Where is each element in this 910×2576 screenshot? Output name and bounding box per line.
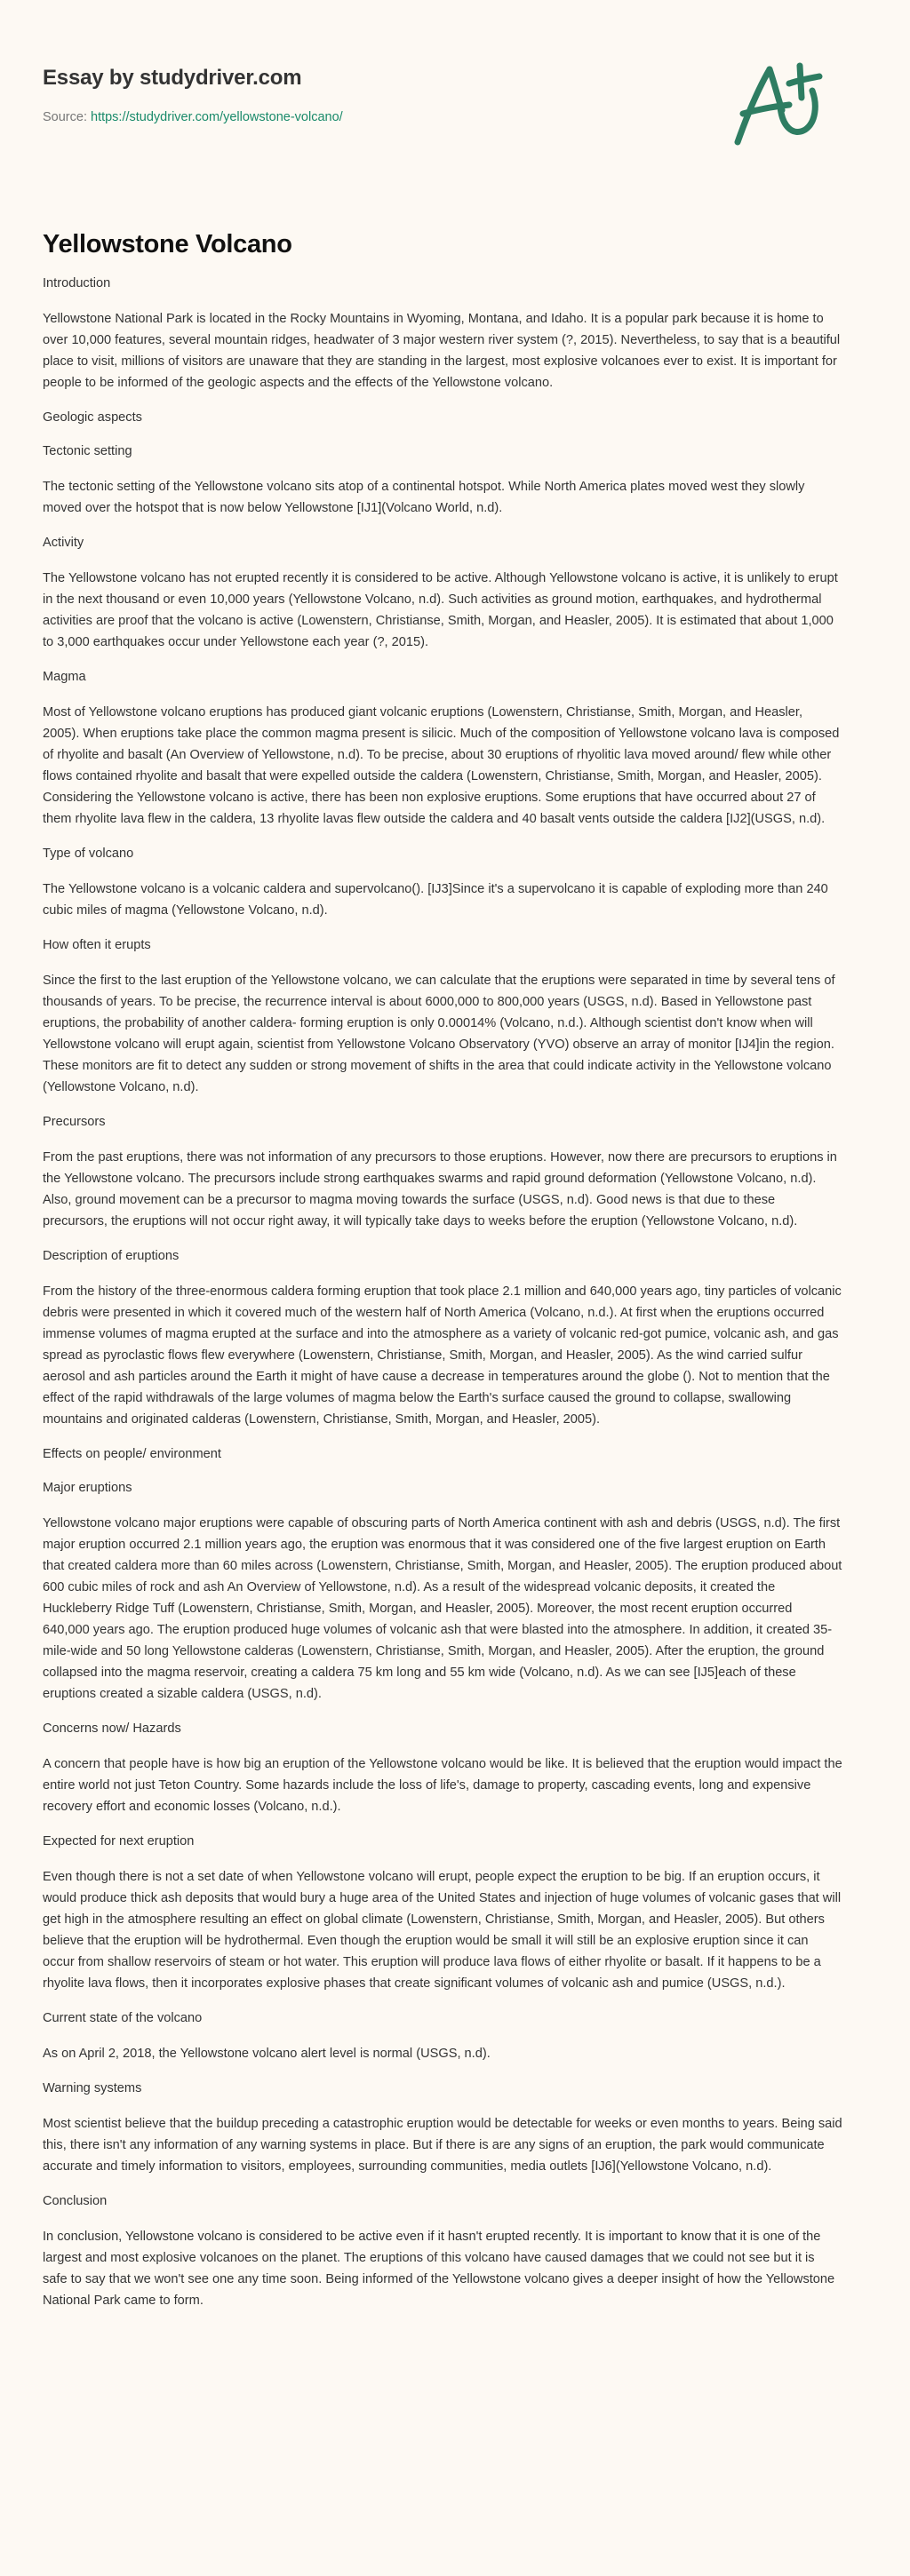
section-heading: Current state of the volcano: [43, 2011, 203, 2025]
section-heading: Effects on people/ environment: [43, 1447, 221, 1461]
section-how-often-it-erupts: [43, 935, 867, 1098]
section-heading: Warning systems: [43, 2081, 142, 2095]
section-heading: How often it erupts: [43, 938, 151, 952]
section-heading: Major eruptions: [43, 1481, 132, 1495]
section-heading: Description of eruptions: [43, 1249, 180, 1263]
section-magma: [43, 667, 867, 830]
paragraph: Yellowstone National Park is located in the Rocky Mountains in Wyoming, Montana, and Idaho. It is a popular park because it is home to over 10,000 features, several mountain ridges, headwater of 3 major western river system (?, 2015). Nevertheless, to say that is a beautiful place to visit, millions of visitors are unaware that they are standing in the largest, most explosive volcanoes ever to exist. It is important for people to be informed of the geologic aspects and the effects of the Yellowstone volcano.: [43, 312, 841, 390]
source-line: [43, 110, 343, 124]
section-heading: Magma: [43, 670, 86, 684]
section-heading: Concerns now/ Hazards: [43, 1721, 181, 1736]
page-header: [0, 0, 910, 204]
section-tectonic-setting: [43, 441, 867, 519]
paragraph: Most of Yellowstone volcano eruptions has produced giant volcanic eruptions (Lowenstern, Christianse, Smith, Morgan, and Heasler, 2005). When eruptions take place the common magma present is silicic. Much of the composition of Yellowstone volcano lava is composed of rhyolite and basalt (An Overview of Yellowstone, n.d). To be precise, about 30 eruptions of rhyolitic lava moved around/ flew while other flows contained rhyolite and basalt that were expelled outside the caldera (Lowenstern, Christianse, Smith, Morgan, and Heasler, 2005). Considering the Yellowstone volcano is active, there has been non explosive eruptions. Some eruptions that have occurred about 27 of them rhyolite lava flew in the caldera, 13 rhyolite lavas flew outside the caldera and 40 basalt vents outside the caldera [IJ2](USGS, n.d).: [43, 705, 840, 826]
section-introduction: [43, 274, 867, 394]
paragraph: The Yellowstone volcano has not erupted recently it is considered to be active. Although Yellowstone volcano is active, it is unlikely to erupt in the next thousand or even 10,000 years (Yellowstone Volcano, n.d). Such activities as ground motion, earthquakes, and hydrothermal activities are proof that the volcano is active (Lowenstern, Christianse, Smith, Morgan, and Heasler, 2005). It is estimated that about 1,000 to 3,000 earthquakes occur under Yellowstone each year (?, 2015).: [43, 571, 838, 649]
paragraph: From the history of the three-enormous caldera forming eruption that took place 2.1 million and 640,000 years ago, tiny particles of volcanic debris were presented in which it covered much of the western half of North America (Volcano, n.d.). At first when the eruptions occurred immense volumes of magma erupted at the surface and into the atmosphere as a variety of volcanic red-got pumice, volcanic ash, and gas spread as pyroclastic flows flew everywhere (Lowenstern, Christianse, Smith, Morgan, and Heasler, 2005). As the wind carried sulfur aerosol and ash particles around the Earth it might of have cause a decrease in temperatures around the globe (). Not to mention that the effect of the rapid withdrawals of the large volumes of magma below the Earth's surface caused the ground to collapse, swallowing mountains and originated calderas (Lowenstern, Christianse, Smith, Morgan, and Heasler, 2005).: [43, 1284, 842, 1427]
section-precursors: [43, 1112, 867, 1232]
essay-document: [0, 204, 910, 2311]
source-link[interactable]: https://studydriver.com/yellowstone-volcano/: [91, 110, 343, 124]
paragraph: The Yellowstone volcano is a volcanic caldera and supervolcano(). [IJ3]Since it's a supervolcano it is capable of exploding more than 240 cubic miles of magma (Yellowstone Volcano, n.d).: [43, 882, 828, 918]
section-heading: Precursors: [43, 1115, 106, 1129]
section-heading: Expected for next eruption: [43, 1834, 195, 1849]
section-effects-on-people: [43, 1444, 867, 1464]
section-description-of-eruptions: [43, 1246, 867, 1430]
paragraph: The tectonic setting of the Yellowstone volcano sits atop of a continental hotspot. While North America plates moved west they slowly moved over the hotspot that is now below Yellowstone [IJ1](Volcano World, n.d).: [43, 480, 805, 515]
paragraph: Even though there is not a set date of when Yellowstone volcano will erupt, people expect the eruption to be big. If an eruption occurs, it would produce thick ash deposits that would bury a huge area of the United States and injection of huge volumes of volcanic gases that will get high in the atmosphere resulting an effect on global climate (Lowenstern, Christianse, Smith, Morgan, and Heasler, 2005). But others believe that the eruption will be hydrothermal. Even though the eruption would be small it will still be an explosive eruption since it can occur from shallow reservoirs of steam or hot water. This eruption will produce lava flows of either rhyolite or basalt. If it happens to be a rhyolite lava flows, then it incorporates explosive phases that create significant volumes of volcanic ash and pumice (USGS, n.d.).: [43, 1870, 842, 1991]
paragraph: As on April 2, 2018, the Yellowstone volcano alert level is normal (USGS, n.d).: [43, 2047, 491, 2061]
paragraph: A concern that people have is how big an eruption of the Yellowstone volcano would be like. It is believed that the eruption would impact the entire world not just Teton Country. Some hazards include the loss of life's, damage to property, cascading events, long and expensive recovery effort and economic losses (Volcano, n.d.).: [43, 1757, 842, 1814]
section-heading: Introduction: [43, 276, 111, 290]
section-major-eruptions: [43, 1478, 867, 1705]
section-current-state: [43, 2008, 867, 2064]
document-title: Yellowstone Volcano: [43, 230, 292, 258]
paragraph: From the past eruptions, there was not information of any precursors to those eruptions. However, now there are precursors to eruptions in the Yellowstone volcano. The precursors include strong earthquakes swarms and rapid ground deformation (Yellowstone Volcano, n.d). Also, ground movement can be a precursor to magma moving towards the surface (USGS, n.d). Good news is that due to these precursors, the eruptions will not occur right away, it will typically take days to weeks before the eruption (Yellowstone Volcano, n.d).: [43, 1150, 837, 1228]
brand-title: Essay by studydriver.com: [43, 66, 302, 90]
section-heading: Activity: [43, 536, 84, 550]
section-heading: Conclusion: [43, 2194, 108, 2208]
paragraph: In conclusion, Yellowstone volcano is considered to be active even if it hasn't erupted recently. It is important to know that it is one of the largest and most explosive volcanoes on the planet. The eruptions of this volcano have caused damages that we could not see but it is safe to say that we won't see one any time soon. Being informed of the Yellowstone volcano gives a deeper insight of how the Yellowstone National Park came to form.: [43, 2230, 835, 2308]
section-heading: Tectonic setting: [43, 444, 132, 458]
section-conclusion: [43, 2191, 867, 2311]
section-expected-next-eruption: [43, 1832, 867, 1994]
section-activity: [43, 533, 867, 653]
paragraph: Yellowstone volcano major eruptions were capable of obscuring parts of North America continent with ash and debris (USGS, n.d). The first major eruption occurred 2.1 million years ago, the eruption was enormous that it was considered one of the five largest eruption on Earth that created caldera more than 60 miles across (Lowenstern, Christianse, Smith, Morgan, and Heasler, 2005). The eruption produced about 600 cubic miles of rock and ash An Overview of Yellowstone, n.d). As a result of the widespread volcanic deposits, it created the Huckleberry Ridge Tuff (Lowenstern, Christianse, Smith, Morgan, and Heasler, 2005). Moreover, the most recent eruption occurred 640,000 years ago. The eruption produced huge volumes of volcanic ash that were blasted into the atmosphere. In addition, it created 35-mile-wide and 50 long Yellowstone calderas (Lowenstern, Christianse, Smith, Morgan, and Heasler, 2005). After the eruption, the ground collapsed into the magma reservoir, creating a caldera 75 km long and 55 km wide (Volcano, n.d). As we can see [IJ5]each of these eruptions created a sizable caldera (USGS, n.d).: [43, 1516, 842, 1701]
section-warning-systems: [43, 2079, 867, 2177]
section-geologic-aspects: [43, 408, 867, 427]
section-type-of-volcano: [43, 844, 867, 921]
paragraph: Since the first to the last eruption of the Yellowstone volcano, we can calculate that the eruptions were separated in time by several tens of thousands of years. To be precise, the recurrence interval is about 6000,000 to 800,000 years (USGS, n.d). Based in Yellowstone past eruptions, the probability of another caldera- forming eruption is only 0.00014% (Volcano, n.d.). Although scientist don't know when will Yellowstone volcano will erupt again, scientist from Yellowstone Volcano Observatory (YVO) observe an array of monitor [IJ4]in the region. These monitors are fit to detect any sudden or strong movement of shifts in the area that could indicate activity in the Yellowstone volcano (Yellowstone Volcano, n.d).: [43, 974, 835, 1094]
a-plus-logo-icon: [730, 55, 851, 151]
section-heading: Geologic aspects: [43, 410, 142, 425]
section-heading: Type of volcano: [43, 847, 134, 861]
paragraph: Most scientist believe that the buildup preceding a catastrophic eruption would be detectable for weeks or even months to years. Being said this, there isn't any information of any warning systems in place. But if there is are any signs of an eruption, the park would communicate accurate and timely information to visitors, employees, surrounding communities, media outlets [IJ6](Yellowstone Volcano, n.d).: [43, 2117, 842, 2174]
source-label: Source:: [43, 110, 91, 124]
section-concerns-hazards: [43, 1719, 867, 1817]
